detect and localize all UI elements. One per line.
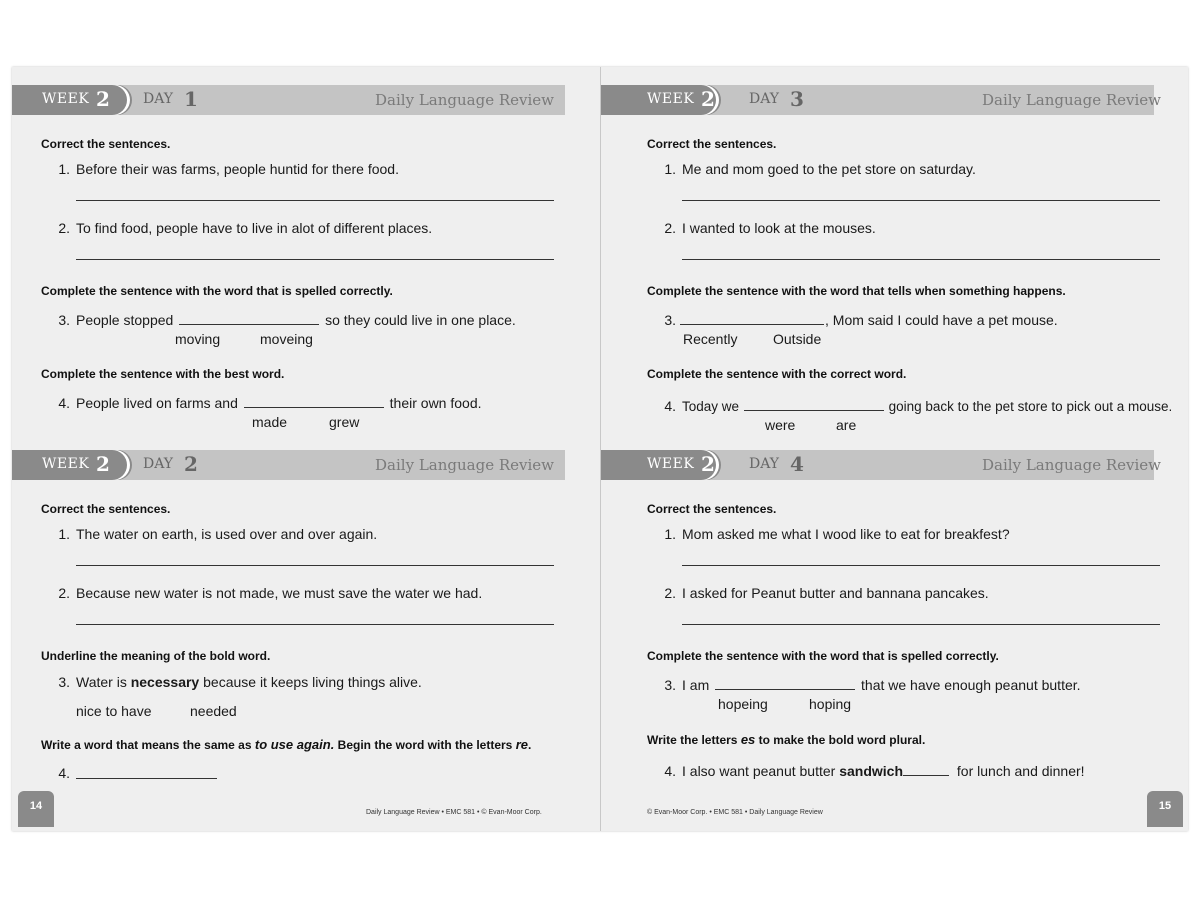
panel-header [12, 85, 600, 115]
day-label: DAY [143, 456, 174, 472]
answer-line-4[interactable] [76, 778, 217, 779]
sentence-3-end: so they could live in one place. [325, 312, 516, 328]
instruction-2: Underline the meaning of the bold word. [41, 649, 271, 663]
day-label: DAY [143, 91, 174, 107]
instruction-3: Complete the sentence with the correct word. [647, 367, 907, 381]
item-number: 1. [664, 161, 676, 177]
day-number: 1 [184, 87, 198, 111]
sentence-3-end: because it keeps living things alive. [203, 674, 422, 690]
instruction-3: Complete the sentence with the best word. [41, 367, 285, 381]
fill-blank-3[interactable] [715, 677, 855, 690]
day-number: 4 [790, 452, 804, 476]
fill-blank-3[interactable] [179, 312, 319, 325]
answer-line-1[interactable] [682, 200, 1160, 201]
instruction-3-start: Write the letters [647, 733, 738, 747]
sentence-3-end: that we have enough peanut butter. [861, 677, 1081, 693]
sentence-4 [682, 763, 1085, 779]
item-number: 3. [58, 312, 70, 328]
panel-day-1 [12, 67, 600, 449]
item-number: 4. [664, 763, 676, 779]
instruction-1: Correct the sentences. [41, 137, 171, 151]
instruction-2: Complete the sentence with the word that is spelled correctly. [41, 284, 393, 298]
instruction-1: Correct the sentences. [41, 502, 171, 516]
header-title: Daily Language Review [375, 456, 554, 474]
week-label: WEEK [647, 456, 695, 472]
instruction-3-letters: re [515, 737, 528, 752]
sentence-1: Mom asked me what I wood like to eat for breakfest? [682, 526, 1010, 542]
item-number: 4. [664, 398, 676, 414]
day-number: 3 [790, 87, 804, 111]
instruction-3-end: . [528, 738, 532, 752]
answer-line-2[interactable] [76, 624, 554, 625]
day-number: 2 [184, 452, 198, 476]
item-number: 2. [664, 220, 676, 236]
panel-header [601, 85, 1189, 115]
sentence-1: Me and mom goed to the pet store on saturday. [682, 161, 976, 177]
item-number: 2. [58, 585, 70, 601]
header-title: Daily Language Review [375, 91, 554, 109]
sentence-4-start: People lived on farms and [76, 395, 238, 411]
fill-blank-4[interactable] [903, 763, 949, 776]
option-grew: grew [329, 414, 360, 430]
sentence-4-end: going back to the pet store to pick out a mouse. [888, 399, 1173, 414]
fill-blank-4[interactable] [744, 398, 884, 411]
instruction-1: Correct the sentences. [647, 137, 777, 151]
item-number: 3. [664, 312, 676, 328]
week-label: WEEK [42, 456, 90, 472]
sentence-1: The water on earth, is used over and over again. [76, 526, 378, 542]
sentence-3 [680, 312, 1058, 328]
instruction-3-end: to make the bold word plural. [758, 733, 926, 747]
option-needed[interactable]: needed [190, 703, 237, 719]
option-moveing: moveing [260, 331, 313, 347]
option-moving: moving [175, 331, 221, 347]
sentence-4 [76, 395, 482, 411]
option-made: made [252, 414, 288, 430]
answer-line-1[interactable] [76, 565, 554, 566]
item-number: 1. [58, 161, 70, 177]
panel-header [12, 450, 600, 480]
sentence-3-start: I am [682, 677, 710, 693]
panel-day-4 [601, 432, 1189, 814]
bold-word-sandwich: sandwich [839, 763, 904, 779]
sentence-2: Because new water is not made, we must save the water we had. [76, 585, 483, 601]
page-number: 15 [1158, 800, 1172, 812]
answer-line-1[interactable] [76, 200, 554, 201]
option-were: were [765, 417, 796, 433]
item-number: 1. [664, 526, 676, 542]
fill-blank-3[interactable] [680, 312, 824, 325]
week-label: WEEK [42, 91, 90, 107]
week-number: 2 [96, 87, 110, 111]
item-number: 4. [58, 395, 70, 411]
sentence-4 [682, 398, 1172, 414]
footer-credit: © Evan-Moor Corp. • EMC 581 • Daily Language Review [647, 809, 823, 816]
instruction-3-emphasis: to use again. [254, 737, 335, 752]
sentence-2: I wanted to look at the mouses. [682, 220, 876, 236]
instruction-2: Complete the sentence with the word that tells when something happens. [647, 284, 1066, 298]
week-number: 2 [701, 452, 715, 476]
sentence-3 [682, 677, 1081, 693]
day-label: DAY [749, 91, 780, 107]
sentence-3 [76, 674, 422, 690]
item-number: 1. [58, 526, 70, 542]
fill-blank-4[interactable] [244, 395, 384, 408]
item-number: 2. [664, 585, 676, 601]
sentence-1: Before their was farms, people huntid for there food. [76, 161, 399, 177]
answer-line-2[interactable] [76, 259, 554, 260]
sentence-3-start: Water is [76, 674, 127, 690]
option-outside: Outside [773, 331, 822, 347]
header-title: Daily Language Review [982, 456, 1161, 474]
page-number-box [18, 791, 54, 827]
bold-word-necessary: necessary [130, 674, 200, 690]
instruction-3-start: Write a word that means the same as [41, 738, 252, 752]
panel-day-3 [601, 67, 1189, 449]
sentence-3-end: , Mom said I could have a pet mouse. [825, 312, 1058, 328]
answer-line-1[interactable] [682, 565, 1160, 566]
week-number: 2 [701, 87, 715, 111]
instruction-3-mid: Begin the word with the letters [337, 738, 513, 752]
week-number: 2 [96, 452, 110, 476]
panel-day-2 [12, 432, 600, 814]
item-number: 2. [58, 220, 70, 236]
sentence-4-start: I also want peanut butter [682, 763, 836, 779]
sentence-4-start: Today we [682, 399, 740, 414]
sentence-2: I asked for Peanut butter and bannana pancakes. [682, 585, 989, 601]
instruction-3 [647, 732, 925, 747]
option-hoping: hoping [809, 696, 852, 712]
instruction-1: Correct the sentences. [647, 502, 777, 516]
item-number: 3. [58, 674, 70, 690]
workbook-spread [12, 67, 1188, 831]
option-are: are [836, 417, 857, 433]
answer-line-2[interactable] [682, 624, 1160, 625]
instruction-2: Complete the sentence with the word that is spelled correctly. [647, 649, 999, 663]
page-number-box [1147, 791, 1183, 827]
option-nice-to-have[interactable]: nice to have [76, 703, 152, 719]
instruction-3-letters: es [740, 732, 756, 747]
day-label: DAY [749, 456, 780, 472]
sentence-2: To find food, people have to live in alot of different places. [76, 220, 433, 236]
sentence-3-start: People stopped [76, 312, 174, 328]
instruction-3 [41, 737, 531, 752]
sentence-4-end: for lunch and dinner! [956, 763, 1085, 779]
item-number: 4. [58, 765, 70, 781]
sentence-4-end: their own food. [389, 395, 482, 411]
option-hopeing: hopeing [718, 696, 768, 712]
answer-line-2[interactable] [682, 259, 1160, 260]
item-number: 3. [664, 677, 676, 693]
option-recently: Recently [683, 331, 738, 347]
panel-header [601, 450, 1189, 480]
sentence-3 [76, 312, 516, 328]
header-title: Daily Language Review [982, 91, 1161, 109]
footer-credit: Daily Language Review • EMC 581 • © Evan-Moor Corp. [366, 809, 542, 816]
page-number: 14 [29, 800, 43, 812]
week-label: WEEK [647, 91, 695, 107]
